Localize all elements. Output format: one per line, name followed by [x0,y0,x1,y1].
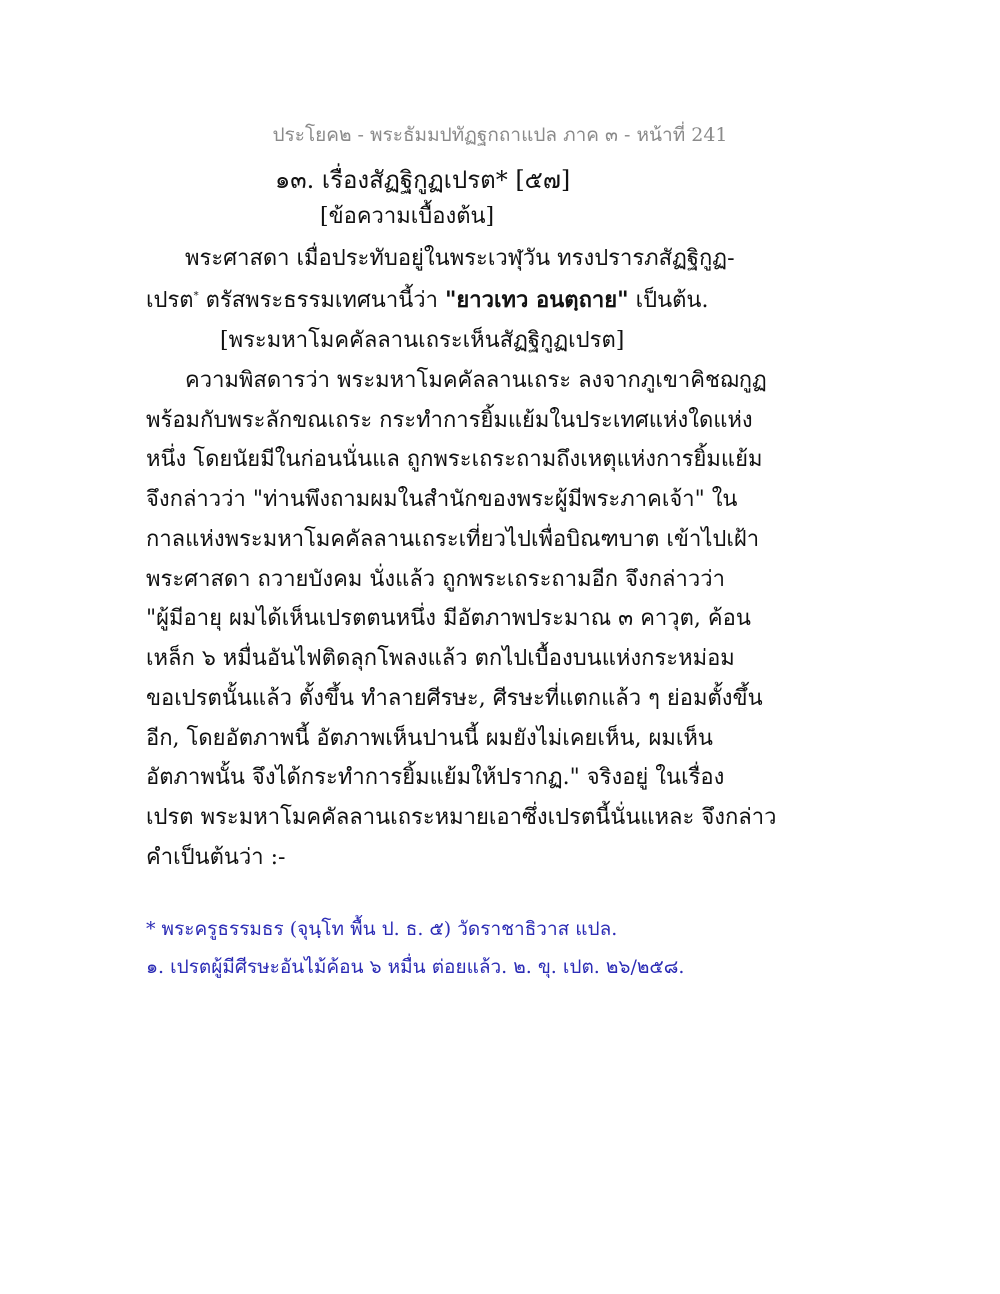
running-header [0,120,1000,150]
paragraph-line: กาลแห่งพระมหาโมคคัลลานเถระเที่ยวไปเพื่อบิณฑบาต เข้าไปเฝ้า [146,527,760,552]
footnote-reference: ๑. เปรตผู้มีศีรษะอันไม้ค้อน ๖ หมื่น ต่อยแล้ว. ๒. ขุ. เปต. ๒๖/๒๕๘. [146,956,685,978]
intro-line-2-start: เปรต [146,288,194,313]
paragraph-line: อีก, โดยอัตภาพนี้ อัตภาพเห็นปานนี้ ผมยังไม่เคยเห็น, ผมเห็น [146,726,713,751]
running-header-text: ประโยค๒ - พระธัมมปทัฏฐกถาแปล ภาค ๓ - หน้าที่ 241 [272,124,728,146]
paragraph-line: จึงกล่าวว่า "ท่านพึงถามผมในสำนักของพระผู้มีพระภาคเจ้า" ใน [146,487,738,512]
paragraph-line: พร้อมกับพระลักขณเถระ กระทำการยิ้มแย้มในประเทศแห่งใดแห่ง [146,408,753,433]
paragraph-line: คำเป็นต้นว่า :- [146,845,286,870]
verse-quote: "ยาวเทว อนตฺถาย" [444,287,629,313]
paragraph-line: เหล็ก ๖ หมื่นอันไฟติดลุกโพลงแล้ว ตกไปเบื้องบนแห่งกระหม่อม [146,646,735,671]
paragraph-line: "ผู้มีอายุ ผมได้เห็นเปรตตนหนึ่ง มีอัตภาพประมาณ ๓ คาวุต, ค้อน [146,606,751,631]
story-title: ๑๓. เรื่องสัฏฐิกูฏเปรต* [๕๗] [275,166,571,194]
intro-line-1: พระศาสดา เมื่อประทับอยู่ในพระเวฬุวัน ทรงปรารภสัฏฐิกูฏ- [185,246,735,271]
intro-line-2-end: เป็นต้น. [628,288,709,313]
section-heading: [พระมหาโมคคัลลานเถระเห็นสัฏฐิกูฏเปรต] [220,328,625,353]
intro-line-2-mid: ตรัสพระธรรมเทศนานี้ว่า [198,288,445,313]
paragraph-line: เปรต พระมหาโมคคัลลานเถระหมายเอาซึ่งเปรตนี้นั่นแหละ จึงกล่าว [146,805,777,830]
intro-line-2: เปรต* ตรัสพระธรรมเทศนานี้ว่า "ยาวเทว อนตฺถาย" เป็นต้น. [146,287,709,313]
paragraph-line: อัตภาพนั้น จึงได้กระทำการยิ้มแย้มให้ปรากฏ." จริงอยู่ ในเรื่อง [146,765,725,790]
paragraph-line: พระศาสดา ถวายบังคม นั่งแล้ว ถูกพระเถระถามอีก จึงกล่าวว่า [146,567,725,592]
section-subtitle: [ข้อความเบื้องต้น] [320,204,495,229]
paragraph-line: ความพิสดารว่า พระมหาโมคคัลลานเถระ ลงจากภูเขาคิชฌกูฏ [185,368,767,393]
paragraph-line: หนึ่ง โดยนัยมีในก่อนนั่นแล ถูกพระเถระถามถึงเหตุแห่งการยิ้มแย้ม [146,447,763,472]
paragraph-line: ขอเปรตนั้นแล้ว ตั้งขึ้น ทำลายศีรษะ, ศีรษะที่แตกแล้ว ๆ ย่อมตั้งขึ้น [146,686,763,711]
footnote-translator: * พระครูธรรมธร (จุนฺโท พื้น ป. ธ. ๕) วัดราชาธิวาส แปล. [146,918,618,940]
